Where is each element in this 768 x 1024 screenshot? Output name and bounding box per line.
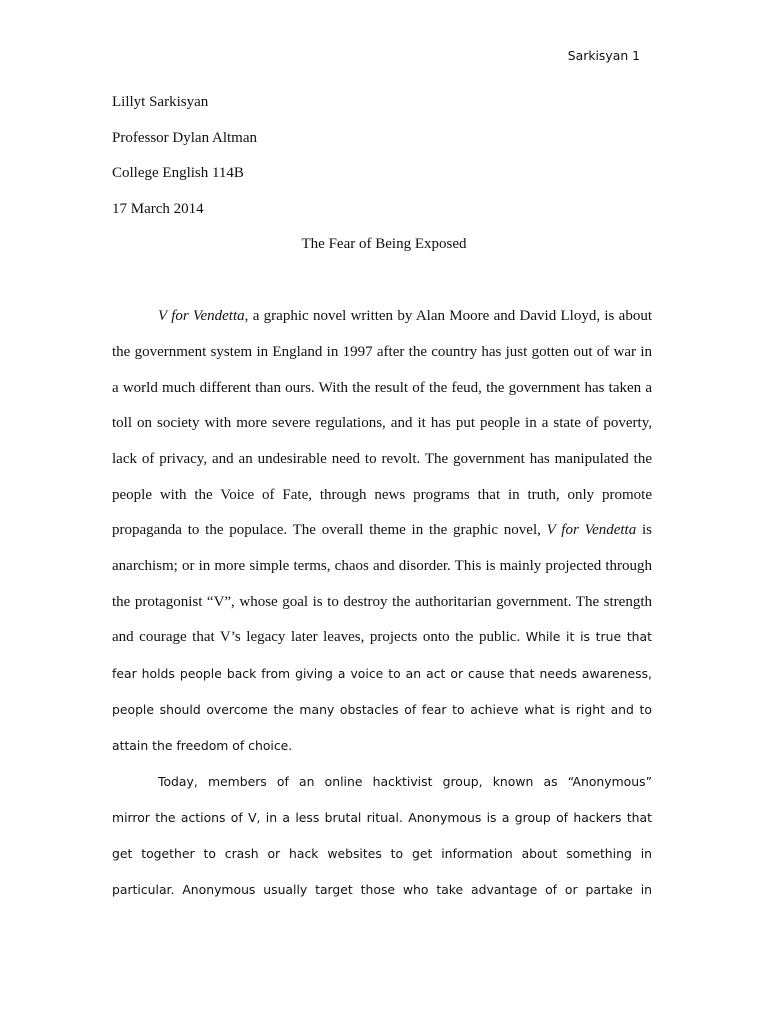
text-span: is: [636, 522, 652, 538]
paragraph-line: the protagonist “V”, whose goal is to destroy the authoritarian government. The strength: [112, 594, 652, 610]
paragraph-line: lack of privacy, and an undesirable need to revolt. The government has manipulated the: [112, 451, 652, 467]
paragraph-line: mirror the actions of V, in a less brutal ritual. Anonymous is a group of hackers that: [112, 810, 652, 825]
paragraph-line: [158, 307, 652, 325]
author-name: Lillyt Sarkisyan: [112, 94, 209, 110]
paragraph-line: toll on society with more severe regulations, and it has put people in a state of poverty,: [112, 415, 652, 431]
running-head: Sarkisyan 1: [567, 48, 640, 63]
thesis-line: attain the freedom of choice.: [112, 738, 293, 753]
text-span: propaganda to the populace. The overall theme in the graphic novel,: [112, 522, 547, 538]
paragraph-line: a world much different than ours. With the result of the feud, the government has taken a: [112, 380, 652, 396]
thesis-line: people should overcome the many obstacles of fear to achieve what is right and to: [112, 702, 652, 717]
paragraph-line: Today, members of an online hacktivist group, known as “Anonymous”: [158, 774, 652, 789]
paragraph-line: people with the Voice of Fate, through news programs that in truth, only promote: [112, 487, 652, 503]
text-span: , a graphic novel written by Alan Moore and David Lloyd, is about: [244, 308, 653, 324]
course-name: College English 114B: [112, 165, 244, 181]
paragraph-line: the government system in England in 1997 after the country has just gotten out of war in: [112, 344, 652, 360]
thesis-line: fear holds people back from giving a voice to an act or cause that needs awareness,: [112, 666, 652, 681]
thesis-start: While it is true that: [525, 629, 652, 644]
paragraph-line: get together to crash or hack websites to get information about something in: [112, 846, 652, 861]
paragraph-line: [112, 628, 652, 646]
book-title: V for Vendetta: [158, 308, 245, 324]
paragraph-line: [112, 521, 652, 539]
book-title: V for Vendetta: [546, 522, 637, 538]
text-span: and courage that V’s legacy later leaves, projects onto the public.: [112, 629, 526, 645]
paragraph-line: particular. Anonymous usually target those who take advantage of or partake in: [112, 882, 652, 897]
essay-title: The Fear of Being Exposed: [301, 236, 467, 252]
professor-name: Professor Dylan Altman: [112, 130, 257, 146]
essay-date: 17 March 2014: [112, 201, 204, 217]
paragraph-line: anarchism; or in more simple terms, chaos and disorder. This is mainly projected through: [112, 558, 652, 574]
